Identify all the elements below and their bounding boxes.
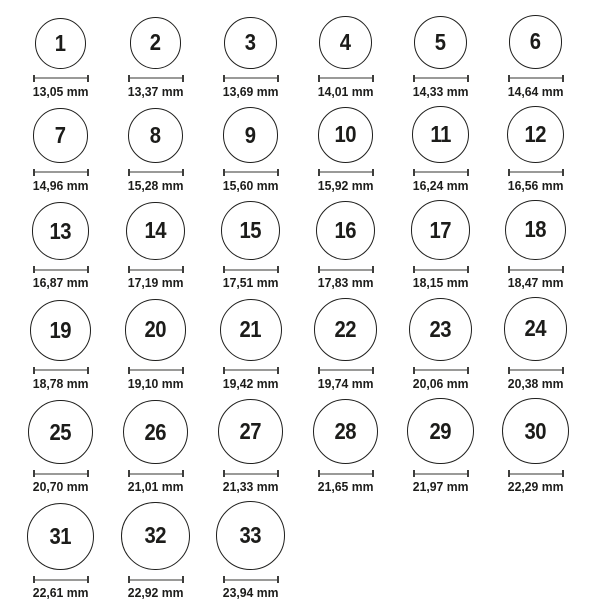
diameter-dimension-line bbox=[318, 367, 374, 374]
diameter-label: 19,74 mm bbox=[317, 375, 374, 391]
ring-size-number: 12 bbox=[524, 120, 547, 147]
ring-size-cell bbox=[203, 17, 298, 100]
ring-circle bbox=[121, 502, 189, 570]
diameter-dimension-line bbox=[128, 266, 184, 273]
diameter-label: 19,42 mm bbox=[222, 375, 279, 391]
chart-row bbox=[13, 15, 600, 100]
diameter-dimension-line bbox=[128, 576, 184, 583]
ring-circle bbox=[319, 16, 372, 69]
diameter-dimension-line bbox=[128, 470, 184, 477]
diameter-dimension-line bbox=[508, 367, 564, 374]
ring-size-number: 24 bbox=[524, 315, 547, 342]
ring-size-cell bbox=[393, 106, 488, 193]
ring-circle bbox=[316, 201, 375, 260]
ring-size-cell bbox=[13, 503, 108, 600]
ring-circle bbox=[130, 17, 182, 69]
diameter-label: 20,70 mm bbox=[32, 479, 89, 495]
diameter-label: 13,37 mm bbox=[127, 83, 184, 99]
diameter-label: 16,56 mm bbox=[507, 177, 564, 193]
ring-size-number: 26 bbox=[144, 418, 167, 445]
ring-circle bbox=[123, 400, 188, 465]
ring-size-cell bbox=[298, 16, 393, 100]
ring-size-cell bbox=[488, 106, 583, 194]
diameter-dimension-line bbox=[508, 470, 564, 477]
ring-circle bbox=[507, 106, 564, 163]
diameter-label: 13,05 mm bbox=[32, 83, 89, 99]
ring-size-cell bbox=[108, 299, 203, 391]
ring-circle bbox=[504, 297, 568, 361]
diameter-label: 20,38 mm bbox=[507, 375, 564, 391]
ring-circle bbox=[509, 15, 563, 69]
diameter-dimension-line bbox=[128, 169, 184, 176]
diameter-dimension-line bbox=[33, 266, 89, 273]
ring-size-cell bbox=[298, 201, 393, 291]
ring-size-number: 3 bbox=[245, 29, 256, 56]
diameter-dimension-line bbox=[33, 169, 89, 176]
diameter-label: 19,10 mm bbox=[127, 375, 184, 391]
diameter-dimension-line bbox=[223, 367, 279, 374]
ring-size-cell bbox=[203, 299, 298, 392]
ring-size-number: 23 bbox=[429, 315, 452, 342]
ring-size-cell bbox=[13, 108, 108, 193]
diameter-dimension-line bbox=[223, 266, 279, 273]
ring-circle bbox=[35, 18, 86, 69]
ring-size-cell bbox=[203, 399, 298, 495]
ring-size-number: 27 bbox=[239, 418, 262, 445]
diameter-label: 20,06 mm bbox=[412, 375, 469, 391]
ring-circle bbox=[318, 107, 374, 163]
diameter-dimension-line bbox=[413, 75, 469, 82]
ring-size-number: 30 bbox=[524, 417, 547, 444]
ring-circle bbox=[28, 400, 92, 464]
diameter-dimension-line bbox=[223, 169, 279, 176]
diameter-label: 17,51 mm bbox=[222, 275, 279, 291]
ring-circle bbox=[409, 298, 472, 361]
ring-circle bbox=[33, 108, 87, 162]
diameter-label: 21,33 mm bbox=[222, 479, 279, 495]
diameter-label: 18,47 mm bbox=[507, 275, 564, 291]
ring-circle bbox=[128, 108, 183, 163]
ring-size-number: 16 bbox=[334, 216, 357, 243]
ring-size-number: 11 bbox=[430, 120, 451, 147]
ring-size-number: 15 bbox=[239, 217, 262, 244]
ring-size-number: 28 bbox=[334, 418, 357, 445]
ring-size-number: 29 bbox=[429, 417, 452, 444]
diameter-dimension-line bbox=[413, 169, 469, 176]
diameter-label: 21,01 mm bbox=[127, 479, 184, 495]
ring-circle bbox=[220, 299, 282, 361]
ring-size-cell bbox=[108, 202, 203, 291]
ring-size-number: 31 bbox=[49, 522, 72, 549]
diameter-label: 17,83 mm bbox=[317, 275, 374, 291]
ring-circle bbox=[412, 106, 469, 163]
ring-size-number: 33 bbox=[239, 522, 262, 549]
ring-size-cell bbox=[13, 400, 108, 495]
diameter-dimension-line bbox=[318, 169, 374, 176]
ring-circle bbox=[216, 501, 285, 570]
diameter-label: 15,28 mm bbox=[127, 177, 184, 193]
ring-size-cell bbox=[298, 399, 393, 496]
diameter-label: 21,65 mm bbox=[317, 479, 374, 495]
ring-size-number: 7 bbox=[55, 122, 66, 149]
ring-circle bbox=[502, 398, 569, 465]
ring-size-cell bbox=[108, 502, 203, 600]
ring-size-cell bbox=[488, 398, 583, 496]
diameter-dimension-line bbox=[33, 576, 89, 583]
ring-size-number: 9 bbox=[245, 121, 256, 148]
diameter-label: 14,01 mm bbox=[317, 83, 374, 99]
chart-row bbox=[13, 398, 600, 496]
ring-size-number: 17 bbox=[429, 216, 452, 243]
diameter-dimension-line bbox=[318, 75, 374, 82]
ring-size-number: 25 bbox=[49, 418, 72, 445]
ring-size-cell bbox=[13, 202, 108, 291]
diameter-label: 16,24 mm bbox=[412, 177, 469, 193]
ring-size-cell bbox=[393, 398, 488, 495]
ring-size-number: 1 bbox=[55, 29, 66, 56]
diameter-dimension-line bbox=[223, 576, 279, 583]
ring-size-cell bbox=[393, 298, 488, 392]
diameter-dimension-line bbox=[223, 470, 279, 477]
chart-row bbox=[13, 297, 600, 392]
diameter-label: 17,19 mm bbox=[127, 275, 184, 291]
ring-size-cell bbox=[488, 200, 583, 291]
diameter-dimension-line bbox=[508, 169, 564, 176]
diameter-label: 13,69 mm bbox=[222, 83, 279, 99]
diameter-dimension-line bbox=[413, 470, 469, 477]
diameter-dimension-line bbox=[33, 470, 89, 477]
ring-circle bbox=[505, 200, 565, 260]
ring-circle bbox=[414, 16, 467, 69]
ring-size-number: 22 bbox=[334, 315, 357, 342]
ring-circle bbox=[32, 202, 90, 260]
ring-circle bbox=[411, 200, 471, 260]
ring-size-cell bbox=[13, 18, 108, 100]
ring-size-number: 21 bbox=[239, 316, 262, 343]
ring-circle bbox=[224, 17, 276, 69]
ring-circle bbox=[126, 202, 184, 260]
chart-row bbox=[13, 501, 600, 600]
ring-size-cell bbox=[203, 201, 298, 291]
diameter-label: 16,87 mm bbox=[32, 275, 89, 291]
diameter-dimension-line bbox=[318, 266, 374, 273]
diameter-dimension-line bbox=[128, 367, 184, 374]
ring-circle bbox=[314, 298, 377, 361]
ring-size-cell bbox=[298, 107, 393, 194]
diameter-label: 23,94 mm bbox=[222, 585, 279, 600]
ring-circle bbox=[218, 399, 283, 464]
diameter-label: 22,61 mm bbox=[32, 585, 89, 600]
diameter-dimension-line bbox=[33, 367, 89, 374]
ring-size-cell bbox=[108, 108, 203, 194]
diameter-dimension-line bbox=[508, 75, 564, 82]
ring-size-cell bbox=[393, 200, 488, 291]
ring-size-number: 20 bbox=[144, 316, 167, 343]
ring-size-number: 5 bbox=[435, 28, 446, 55]
ring-size-cell bbox=[108, 400, 203, 496]
ring-size-cell bbox=[488, 15, 583, 100]
diameter-label: 21,97 mm bbox=[412, 479, 469, 495]
diameter-dimension-line bbox=[413, 367, 469, 374]
ring-size-number: 18 bbox=[524, 216, 547, 243]
diameter-label: 18,78 mm bbox=[32, 375, 89, 391]
ring-size-cell bbox=[203, 107, 298, 193]
ring-size-number: 2 bbox=[150, 29, 161, 56]
diameter-label: 15,60 mm bbox=[222, 177, 279, 193]
diameter-label: 14,96 mm bbox=[32, 177, 89, 193]
diameter-label: 22,29 mm bbox=[507, 479, 564, 495]
ring-size-number: 19 bbox=[49, 316, 72, 343]
ring-size-number: 13 bbox=[49, 217, 72, 244]
diameter-dimension-line bbox=[33, 75, 89, 82]
diameter-dimension-line bbox=[128, 75, 184, 82]
ring-size-number: 14 bbox=[144, 217, 167, 244]
ring-size-cell bbox=[13, 300, 108, 392]
diameter-label: 22,92 mm bbox=[127, 585, 184, 600]
chart-row bbox=[13, 200, 600, 291]
ring-circle bbox=[223, 107, 278, 162]
diameter-dimension-line bbox=[318, 470, 374, 477]
ring-circle bbox=[30, 300, 91, 361]
ring-size-number: 32 bbox=[144, 522, 167, 549]
ring-size-number: 6 bbox=[530, 28, 541, 55]
ring-size-number: 4 bbox=[340, 28, 351, 55]
diameter-dimension-line bbox=[413, 266, 469, 273]
ring-size-cell bbox=[203, 501, 298, 600]
ring-size-cell bbox=[108, 17, 203, 99]
ring-size-number: 8 bbox=[150, 121, 161, 148]
ring-size-number: 10 bbox=[334, 121, 357, 148]
diameter-label: 14,33 mm bbox=[412, 83, 469, 99]
ring-circle bbox=[407, 398, 473, 464]
ring-size-cell bbox=[298, 298, 393, 391]
chart-row bbox=[13, 106, 600, 194]
diameter-label: 14,64 mm bbox=[507, 83, 564, 99]
ring-circle bbox=[125, 299, 186, 360]
diameter-label: 18,15 mm bbox=[412, 275, 469, 291]
diameter-dimension-line bbox=[508, 266, 564, 273]
ring-circle bbox=[221, 201, 280, 260]
diameter-label: 15,92 mm bbox=[317, 177, 374, 193]
diameter-dimension-line bbox=[223, 75, 279, 82]
ring-circle bbox=[313, 399, 379, 465]
ring-circle bbox=[27, 503, 95, 571]
ring-size-cell bbox=[488, 297, 583, 392]
ring-size-cell bbox=[393, 16, 488, 100]
